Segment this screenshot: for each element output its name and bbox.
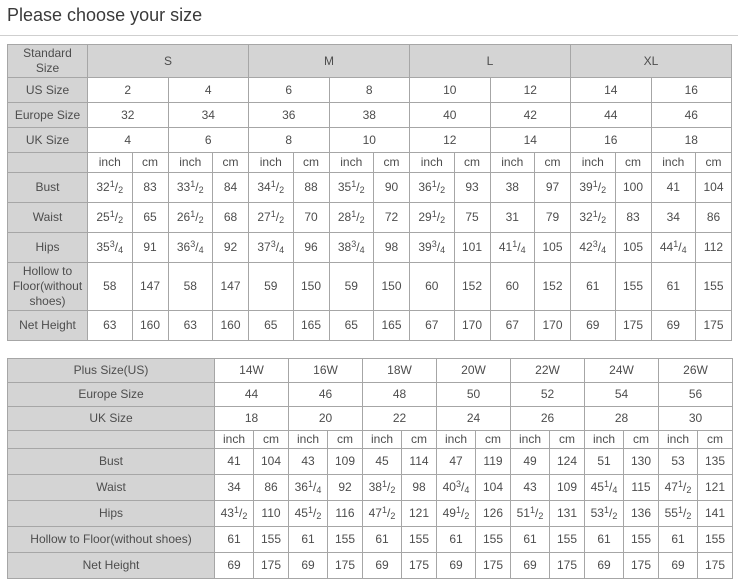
measurement-cell: $39^1/_2$ (571, 173, 616, 203)
size-value-cell: 40 (410, 103, 491, 128)
measurement-cell: 69 (215, 553, 254, 579)
size-value-cell: 48 (363, 383, 437, 407)
measurement-cell: 75 (454, 203, 490, 233)
unit-header-inch: inch (168, 153, 213, 173)
size-value-cell: 44 (215, 383, 289, 407)
size-value-cell: 50 (437, 383, 511, 407)
measurement-cell: 61 (511, 527, 550, 553)
measurement-cell: $38^3/_4$ (329, 233, 374, 263)
measurement-cell: 84 (213, 173, 249, 203)
measurement-cell: 49 (511, 449, 550, 475)
size-row (8, 128, 732, 153)
size-value-cell: 34 (168, 103, 249, 128)
measurement-cell: 114 (402, 449, 437, 475)
measurement-cell: 104 (254, 449, 289, 475)
measurement-cell: 60 (410, 263, 455, 311)
measurement-row (8, 553, 733, 579)
measurement-cell: 68 (213, 203, 249, 233)
unit-header-inch: inch (410, 153, 455, 173)
measurement-cell: 63 (88, 311, 133, 341)
size-value-cell: 6 (249, 78, 330, 103)
measurement-cell: 69 (571, 311, 616, 341)
measurement-cell: $34^1/_2$ (249, 173, 294, 203)
size-value-cell: 18 (215, 407, 289, 431)
measurement-cell: 61 (363, 527, 402, 553)
measurement-row (8, 527, 733, 553)
measurement-cell: 61 (659, 527, 698, 553)
size-value-cell: 6 (168, 128, 249, 153)
measurement-cell: 34 (215, 475, 254, 501)
unit-header-cm: cm (328, 431, 363, 449)
unit-header-inch: inch (659, 431, 698, 449)
measurement-cell: 47 (437, 449, 476, 475)
measurement-cell: 65 (132, 203, 168, 233)
size-value-cell: 46 (651, 103, 732, 128)
page-title: Please choose your size (7, 5, 203, 25)
size-row (8, 78, 732, 103)
measurement-cell: 175 (698, 553, 733, 579)
unit-header-cm: cm (535, 153, 571, 173)
measurement-cell: 61 (289, 527, 328, 553)
measurement-cell: 116 (328, 501, 363, 527)
measurement-cell: 69 (651, 311, 696, 341)
measurement-cell: 131 (550, 501, 585, 527)
measurement-cell: 136 (624, 501, 659, 527)
measurement-cell: 61 (585, 527, 624, 553)
size-value-cell: 16 (651, 78, 732, 103)
unit-header-row (8, 153, 732, 173)
measurement-cell: 175 (696, 311, 732, 341)
measurement-cell: $25^1/_2$ (88, 203, 133, 233)
row-label: Hollow to Floor(without shoes) (8, 527, 215, 553)
measurement-cell: 170 (535, 311, 571, 341)
size-value-cell: 18W (363, 359, 437, 383)
unit-header-inch: inch (511, 431, 550, 449)
measurement-cell: 41 (215, 449, 254, 475)
unit-header-cm: cm (698, 431, 733, 449)
measurement-row (8, 233, 732, 263)
measurement-cell: $32^1/_2$ (88, 173, 133, 203)
measurement-cell: 79 (535, 203, 571, 233)
measurement-cell: $53^1/_2$ (585, 501, 624, 527)
measurement-cell: $44^1/_4$ (651, 233, 696, 263)
size-value-cell: 20 (289, 407, 363, 431)
size-value-cell: 46 (289, 383, 363, 407)
measurement-cell: 83 (615, 203, 651, 233)
measurement-cell: 147 (213, 263, 249, 311)
measurement-cell: 155 (698, 527, 733, 553)
measurement-cell: 61 (651, 263, 696, 311)
measurement-cell: 70 (293, 203, 329, 233)
measurement-cell: 152 (535, 263, 571, 311)
size-value-cell: 22W (511, 359, 585, 383)
measurement-cell: 150 (293, 263, 329, 311)
row-label: Bust (8, 449, 215, 475)
row-label: US Size (8, 78, 88, 103)
measurement-cell: 65 (249, 311, 294, 341)
measurement-cell: $32^1/_2$ (571, 203, 616, 233)
measurement-cell: 91 (132, 233, 168, 263)
measurement-cell: 100 (615, 173, 651, 203)
size-value-cell: 36 (249, 103, 330, 128)
size-value-cell: 52 (511, 383, 585, 407)
measurement-cell: $28^1/_2$ (329, 203, 374, 233)
unit-header-row (8, 431, 733, 449)
size-row (8, 359, 733, 383)
plus-size-table (7, 358, 733, 579)
title-divider (0, 35, 738, 36)
measurement-cell: $35^1/_2$ (329, 173, 374, 203)
unit-header-inch: inch (215, 431, 254, 449)
measurement-row (8, 475, 733, 501)
size-value-cell: 12 (490, 78, 571, 103)
size-value-cell: 14W (215, 359, 289, 383)
measurement-row (8, 173, 732, 203)
row-label: UK Size (8, 407, 215, 431)
measurement-cell: 175 (615, 311, 651, 341)
row-label: UK Size (8, 128, 88, 153)
measurement-cell: 43 (289, 449, 328, 475)
size-value-cell: 20W (437, 359, 511, 383)
measurement-cell: 152 (454, 263, 490, 311)
unit-header-cm: cm (254, 431, 289, 449)
measurement-cell: $27^1/_2$ (249, 203, 294, 233)
measurement-cell: 67 (490, 311, 535, 341)
measurement-cell: 98 (374, 233, 410, 263)
measurement-cell: 65 (329, 311, 374, 341)
measurement-cell: 124 (550, 449, 585, 475)
size-value-cell: 10 (329, 128, 410, 153)
measurement-cell: 155 (476, 527, 511, 553)
measurement-cell: 69 (289, 553, 328, 579)
row-label: Europe Size (8, 383, 215, 407)
size-row (8, 103, 732, 128)
measurement-cell: 104 (476, 475, 511, 501)
measurement-cell: 98 (402, 475, 437, 501)
size-value-cell: 24 (437, 407, 511, 431)
corner-label: Standard Size (8, 45, 88, 78)
measurement-cell: 59 (329, 263, 374, 311)
measurement-cell: $37^3/_4$ (249, 233, 294, 263)
measurement-cell: 105 (615, 233, 651, 263)
measurement-cell: 63 (168, 311, 213, 341)
unit-header-cm: cm (132, 153, 168, 173)
measurement-cell: $45^1/_4$ (585, 475, 624, 501)
size-value-cell: 8 (249, 128, 330, 153)
group-header-row (8, 45, 732, 78)
measurement-cell: 69 (511, 553, 550, 579)
unit-header-cm: cm (550, 431, 585, 449)
measurement-row (8, 203, 732, 233)
measurement-cell: $40^3/_4$ (437, 475, 476, 501)
measurement-cell: 105 (535, 233, 571, 263)
measurement-cell: 83 (132, 173, 168, 203)
measurement-cell: 92 (213, 233, 249, 263)
unit-header-cm: cm (615, 153, 651, 173)
size-value-cell: 4 (88, 128, 169, 153)
measurement-cell: 175 (476, 553, 511, 579)
measurement-cell: 160 (132, 311, 168, 341)
size-value-cell: 2 (88, 78, 169, 103)
measurement-cell: 175 (254, 553, 289, 579)
unit-header-inch: inch (329, 153, 374, 173)
measurement-cell: $26^1/_2$ (168, 203, 213, 233)
measurement-cell: $33^1/_2$ (168, 173, 213, 203)
measurement-cell: 93 (454, 173, 490, 203)
measurement-cell: 96 (293, 233, 329, 263)
measurement-cell: 31 (490, 203, 535, 233)
unit-header-inch: inch (490, 153, 535, 173)
measurement-cell: 90 (374, 173, 410, 203)
measurement-cell: 69 (363, 553, 402, 579)
measurement-cell: $47^1/_2$ (363, 501, 402, 527)
size-value-cell: 24W (585, 359, 659, 383)
measurement-cell: 155 (550, 527, 585, 553)
row-label: Hips (8, 501, 215, 527)
row-label: Bust (8, 173, 88, 203)
unit-row-spacer (8, 431, 215, 449)
size-value-cell: 4 (168, 78, 249, 103)
size-guide-page (0, 5, 738, 579)
unit-header-inch: inch (289, 431, 328, 449)
unit-header-cm: cm (293, 153, 329, 173)
measurement-cell: 165 (374, 311, 410, 341)
unit-header-cm: cm (696, 153, 732, 173)
measurement-cell: 155 (402, 527, 437, 553)
measurement-cell: 92 (328, 475, 363, 501)
row-label: Europe Size (8, 103, 88, 128)
row-label: Hollow to Floor(without shoes) (8, 263, 88, 311)
unit-header-inch: inch (437, 431, 476, 449)
size-value-cell: 8 (329, 78, 410, 103)
unit-header-cm: cm (402, 431, 437, 449)
size-group-header: M (249, 45, 410, 78)
measurement-cell: 60 (490, 263, 535, 311)
measurement-cell: 86 (696, 203, 732, 233)
unit-header-inch: inch (363, 431, 402, 449)
measurement-cell: 130 (624, 449, 659, 475)
measurement-cell: 43 (511, 475, 550, 501)
size-row (8, 407, 733, 431)
measurement-row (8, 263, 732, 311)
size-value-cell: 56 (659, 383, 733, 407)
measurement-cell: 170 (454, 311, 490, 341)
unit-header-cm: cm (454, 153, 490, 173)
unit-header-inch: inch (249, 153, 294, 173)
measurement-cell: $39^3/_4$ (410, 233, 455, 263)
unit-header-cm: cm (374, 153, 410, 173)
measurement-row (8, 311, 732, 341)
measurement-cell: 41 (651, 173, 696, 203)
size-value-cell: 38 (329, 103, 410, 128)
standard-size-table (7, 44, 732, 341)
measurement-cell: $36^1/_2$ (410, 173, 455, 203)
measurement-cell: 155 (696, 263, 732, 311)
measurement-cell: 175 (328, 553, 363, 579)
measurement-cell: 155 (624, 527, 659, 553)
measurement-cell: 58 (88, 263, 133, 311)
measurement-row (8, 501, 733, 527)
unit-header-inch: inch (88, 153, 133, 173)
measurement-cell: $55^1/_2$ (659, 501, 698, 527)
measurement-cell: 61 (571, 263, 616, 311)
measurement-cell: 69 (659, 553, 698, 579)
unit-row-spacer (8, 153, 88, 173)
measurement-cell: 69 (437, 553, 476, 579)
measurement-cell: 121 (402, 501, 437, 527)
measurement-cell: 58 (168, 263, 213, 311)
unit-header-cm: cm (624, 431, 659, 449)
measurement-cell: $49^1/_2$ (437, 501, 476, 527)
measurement-cell: 59 (249, 263, 294, 311)
measurement-cell: 67 (410, 311, 455, 341)
measurement-cell: 160 (213, 311, 249, 341)
measurement-cell: 61 (215, 527, 254, 553)
measurement-cell: $43^1/_2$ (215, 501, 254, 527)
size-value-cell: 32 (88, 103, 169, 128)
row-label: Net Height (8, 553, 215, 579)
measurement-cell: 115 (624, 475, 659, 501)
size-group-header: S (88, 45, 249, 78)
measurement-cell: 53 (659, 449, 698, 475)
row-label: Waist (8, 203, 88, 233)
unit-header-inch: inch (651, 153, 696, 173)
unit-header-cm: cm (213, 153, 249, 173)
size-value-cell: 26W (659, 359, 733, 383)
size-value-cell: 44 (571, 103, 652, 128)
size-value-cell: 26 (511, 407, 585, 431)
size-group-header: XL (571, 45, 732, 78)
measurement-row (8, 449, 733, 475)
measurement-cell: $35^3/_4$ (88, 233, 133, 263)
measurement-cell: 112 (696, 233, 732, 263)
measurement-cell: 165 (293, 311, 329, 341)
measurement-cell: $41^1/_4$ (490, 233, 535, 263)
measurement-cell: 45 (363, 449, 402, 475)
measurement-cell: 72 (374, 203, 410, 233)
measurement-cell: 121 (698, 475, 733, 501)
size-value-cell: 14 (490, 128, 571, 153)
measurement-cell: $36^1/_4$ (289, 475, 328, 501)
measurement-cell: $51^1/_2$ (511, 501, 550, 527)
size-value-cell: 16 (571, 128, 652, 153)
size-row (8, 383, 733, 407)
size-value-cell: 12 (410, 128, 491, 153)
measurement-cell: 155 (328, 527, 363, 553)
size-value-cell: 16W (289, 359, 363, 383)
measurement-cell: 175 (550, 553, 585, 579)
measurement-cell: 69 (585, 553, 624, 579)
size-value-cell: 10 (410, 78, 491, 103)
measurement-cell: $29^1/_2$ (410, 203, 455, 233)
measurement-cell: 141 (698, 501, 733, 527)
measurement-cell: 38 (490, 173, 535, 203)
size-value-cell: 54 (585, 383, 659, 407)
measurement-cell: 135 (698, 449, 733, 475)
measurement-cell: 126 (476, 501, 511, 527)
size-value-cell: 30 (659, 407, 733, 431)
unit-header-inch: inch (585, 431, 624, 449)
size-value-cell: 42 (490, 103, 571, 128)
size-value-cell: 14 (571, 78, 652, 103)
measurement-cell: 51 (585, 449, 624, 475)
measurement-cell: $42^3/_4$ (571, 233, 616, 263)
row-label: Plus Size(US) (8, 359, 215, 383)
measurement-cell: $45^1/_2$ (289, 501, 328, 527)
row-label: Net Height (8, 311, 88, 341)
measurement-cell: 97 (535, 173, 571, 203)
measurement-cell: 150 (374, 263, 410, 311)
size-value-cell: 18 (651, 128, 732, 153)
measurement-cell: 86 (254, 475, 289, 501)
measurement-cell: 88 (293, 173, 329, 203)
measurement-cell: $36^3/_4$ (168, 233, 213, 263)
measurement-cell: 104 (696, 173, 732, 203)
row-label: Waist (8, 475, 215, 501)
measurement-cell: 175 (624, 553, 659, 579)
size-group-header: L (410, 45, 571, 78)
measurement-cell: $38^1/_2$ (363, 475, 402, 501)
unit-header-inch: inch (571, 153, 616, 173)
measurement-cell: 155 (615, 263, 651, 311)
measurement-cell: 61 (437, 527, 476, 553)
measurement-cell: $47^1/_2$ (659, 475, 698, 501)
measurement-cell: 119 (476, 449, 511, 475)
measurement-cell: 101 (454, 233, 490, 263)
measurement-cell: 147 (132, 263, 168, 311)
row-label: Hips (8, 233, 88, 263)
size-value-cell: 22 (363, 407, 437, 431)
measurement-cell: 155 (254, 527, 289, 553)
size-value-cell: 28 (585, 407, 659, 431)
measurement-cell: 110 (254, 501, 289, 527)
measurement-cell: 109 (328, 449, 363, 475)
measurement-cell: 175 (402, 553, 437, 579)
unit-header-cm: cm (476, 431, 511, 449)
measurement-cell: 34 (651, 203, 696, 233)
measurement-cell: 109 (550, 475, 585, 501)
